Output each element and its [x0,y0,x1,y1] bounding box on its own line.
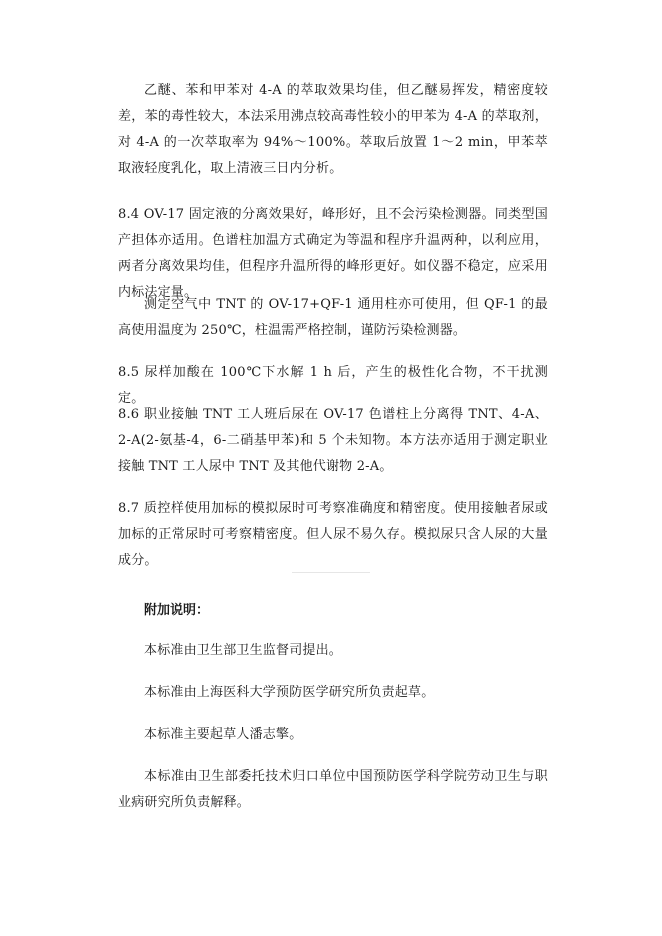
section-divider [292,572,370,573]
appendix-item-author: 本标准主要起草人潘志擎。 [144,727,303,742]
paragraph-8-5: 8.5 尿样加酸在 100℃下水解 1 h 后，产生的极性化合物，不干扰测定。 [118,365,548,406]
appendix-item-interpreter: 本标准由卫生部委托技术归口单位中国预防医学科学院劳动卫生与职业病研究所负责解释。 [118,769,548,810]
appendix-item-drafter: 本标准由上海医科大学预防医学研究所负责起草。 [144,685,435,700]
appendix-heading: 附加说明： [144,603,210,618]
paragraph-8-7: 8.7 质控样使用加标的模拟尿时可考察准确度和精密度。使用接触者尿或加标的正常尿时可考察精密度。但人尿不易久存。模拟尿只含人尿的大量成分。 [118,501,548,568]
appendix-item-proposer: 本标准由卫生部卫生监督司提出。 [144,643,343,658]
paragraph-air-tnt-column: 测定空气中 TNT 的 OV-17+QF-1 通用柱亦可使用，但 QF-1 的最高使用温度为 250℃，柱温需严格控制，谨防污染检测器。 [118,297,548,338]
paragraph-8-4: 8.4 OV-17 固定液的分离效果好，峰形好，且不会污染检测器。同类型国产担体亦适用。色谱柱加温方式确定为等温和程序升温两种，以利应用，两者分离效果均佳，但程序升温所得的峰形更好。如仪器不稳定，应采用内标法定量。 [118,207,548,300]
paragraph-extraction-solvent: 乙醚、苯和甲苯对 4-A 的萃取效果均佳，但乙醚易挥发，精密度较差，苯的毒性较大，本法采用沸点较高毒性较小的甲苯为 4-A 的萃取剂，对 4-A 的一次萃取率为 94%～100%。萃取后放置 1～2 min，甲苯萃取液轻度乳化，取上清液三日内分析。 [118,83,548,176]
paragraph-8-6: 8.6 职业接触 TNT 工人班后尿在 OV-17 色谱柱上分离得 TNT、4-A、2-A(2-氨基-4，6-二硝基甲苯)和 5 个未知物。本方法亦适用于测定职业接触 TNT 工人尿中 TNT 及其他代谢物 2-A。 [118,407,548,474]
